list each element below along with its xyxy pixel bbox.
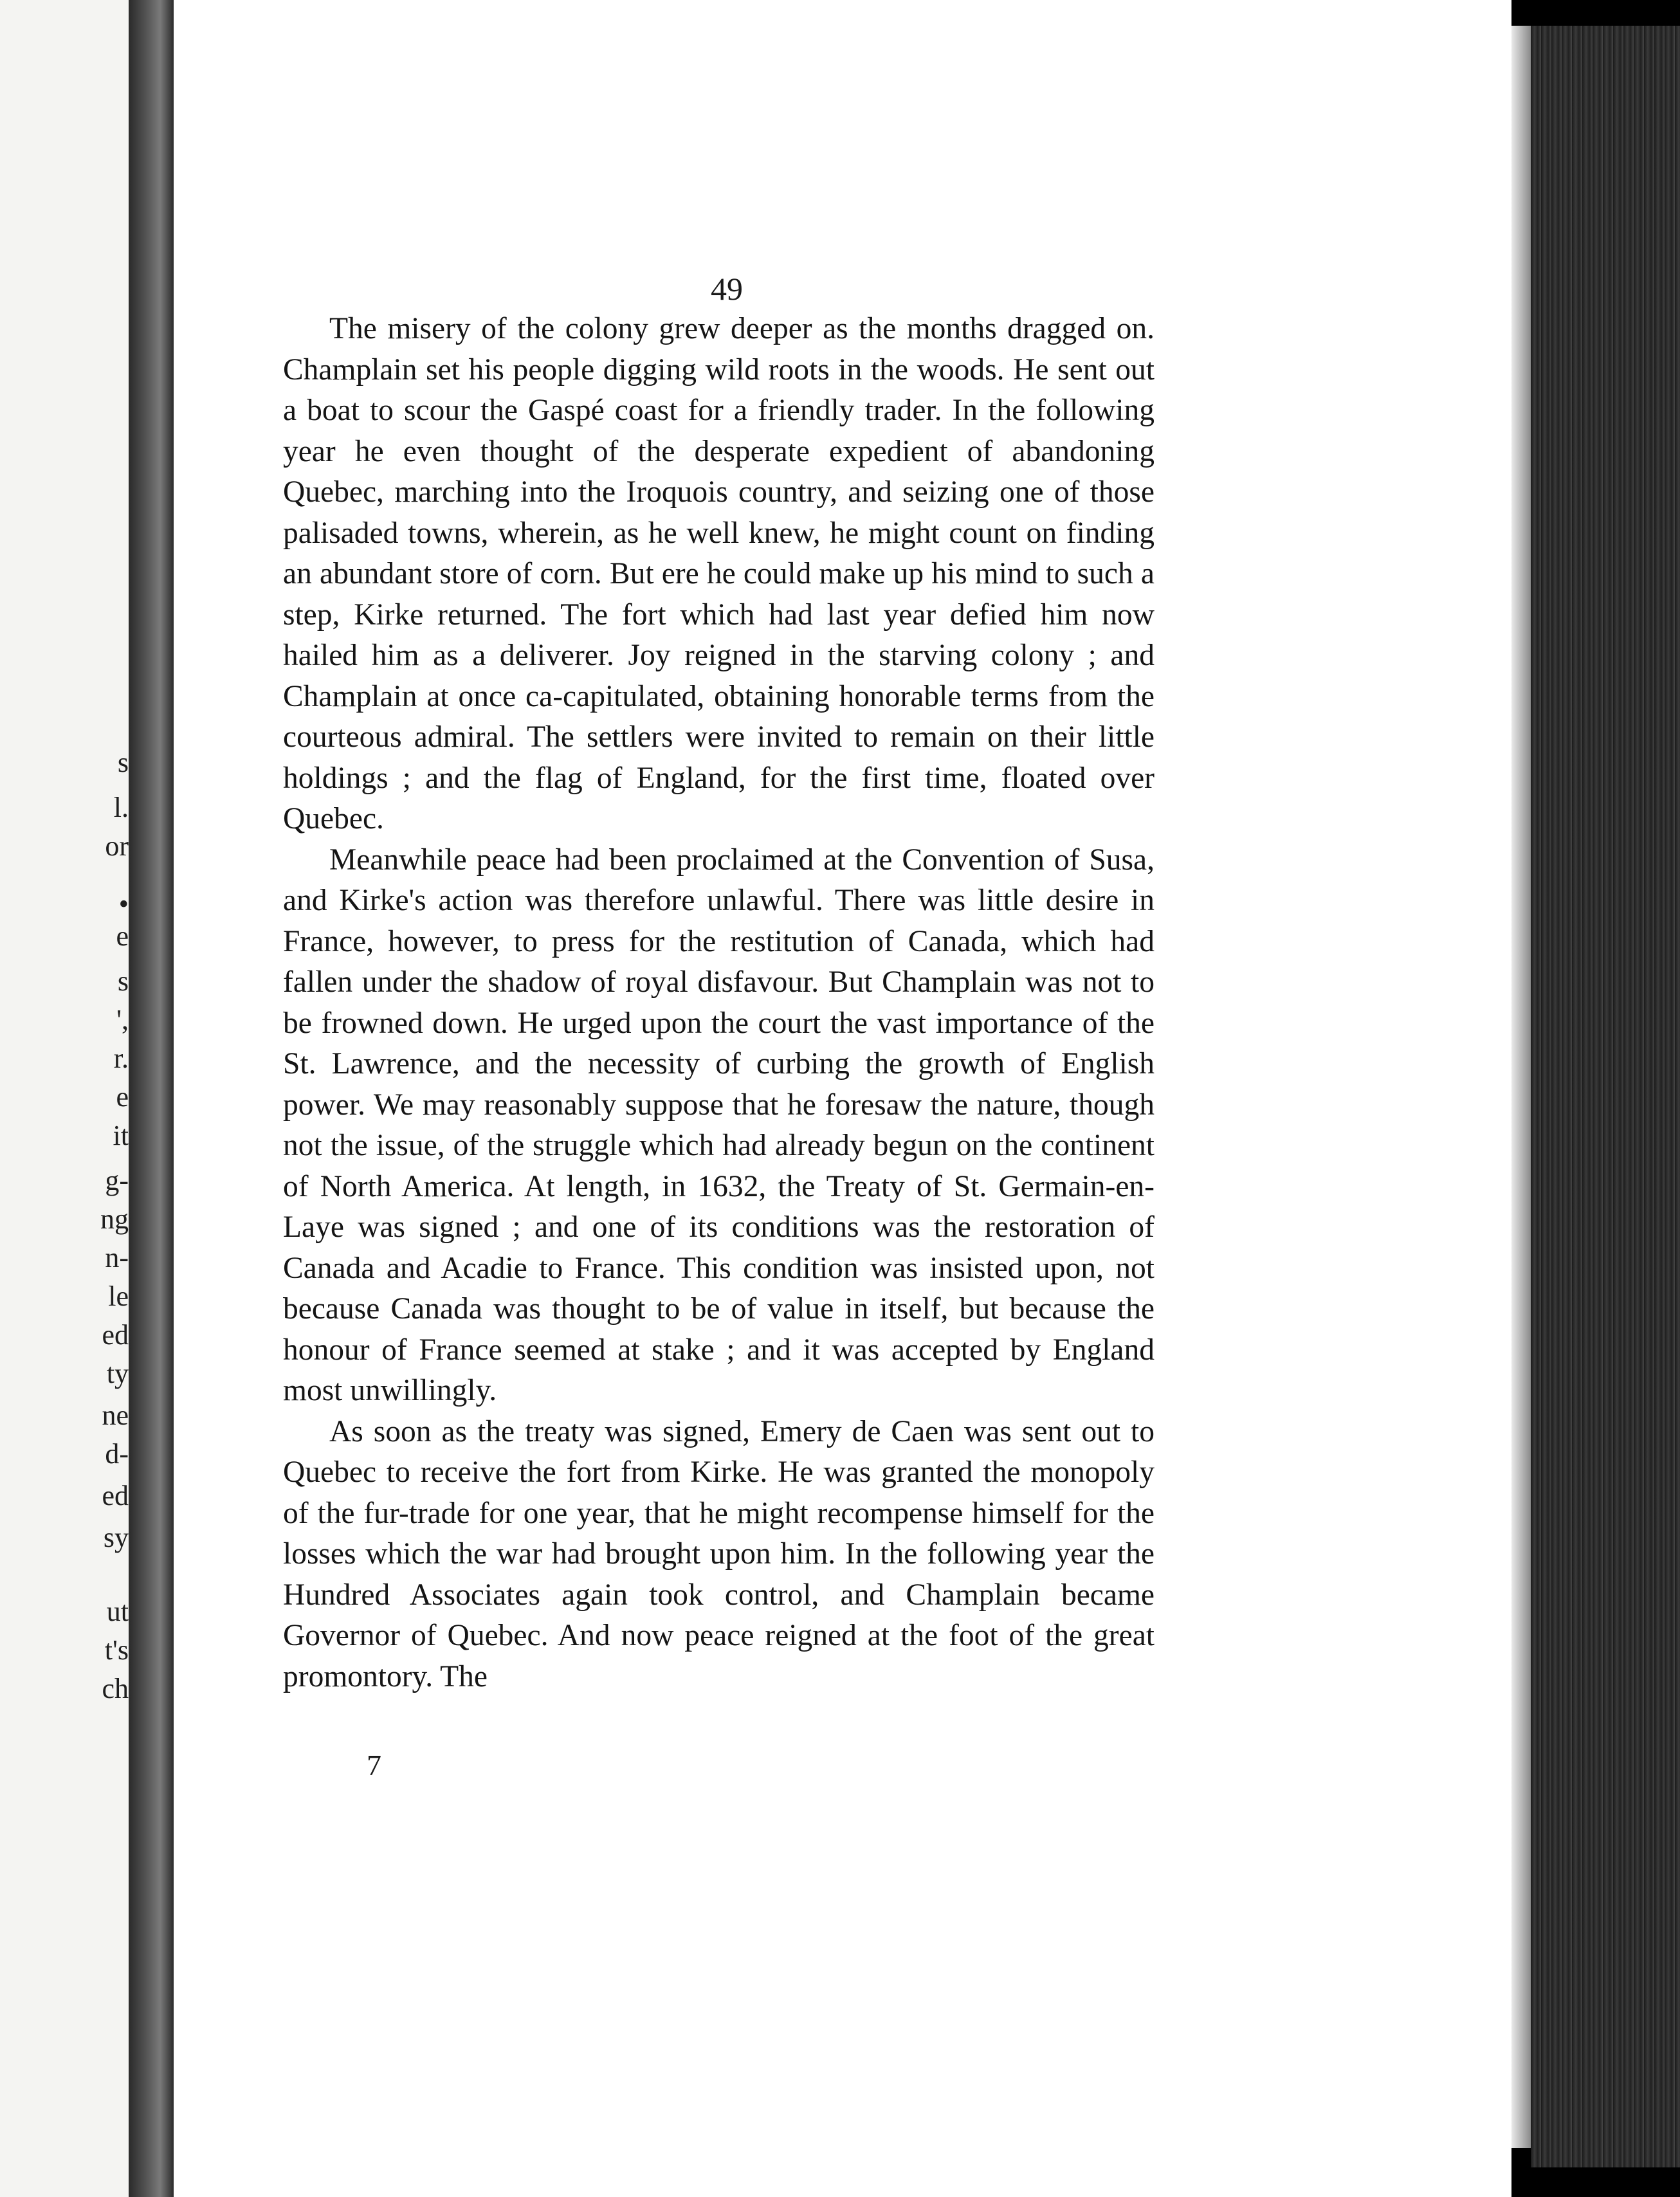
binding-shadow	[129, 0, 174, 2197]
facing-page-fragment: t's	[104, 1634, 129, 1666]
signature-mark: 7	[367, 1749, 381, 1782]
facing-page-fragment: ut	[106, 1596, 129, 1627]
facing-page-fragment: ed	[102, 1319, 129, 1351]
body-text	[283, 309, 1155, 1697]
paragraph: As soon as the treaty was signed, Emery de Caen was sent out to Quebec to receive the fort from Kirke. He was granted the monopoly of the fur-trade for one year, that he might recompense himself for the losses which the war had brought upon him. In the following year the Hundred Associates again took control, and Champlain became Governor of Quebec. And now peace reigned at the foot of the great promontory. The	[283, 1414, 1155, 1693]
page-edge-shading	[1511, 26, 1531, 2148]
facing-page-fragment: ty	[106, 1358, 129, 1389]
facing-page-fragment: g-	[105, 1165, 129, 1196]
facing-page-fragment: e	[116, 920, 129, 952]
facing-page-fragment: r.	[113, 1043, 129, 1074]
facing-page-fragment: ne	[102, 1399, 129, 1431]
facing-page-fragment: le	[108, 1281, 129, 1312]
paragraph: The misery of the colony grew deeper as the months dragged on. Champlain set his people digging wild roots in the woods. He sent out a boat to scour the Gaspé coast for a friendly trader. In the following year he even thought of the desperate expedient of abandoning Quebec, marching into the Iroquois country, and seizing one of those palisaded towns, wherein, as he well knew, he might count on finding an abundant store of corn. But ere he could make up his mind to such a step, Kirke returned. The fort which had last year defied him now hailed him as a deliverer. Joy reigned in the starving colony ; and Champlain at once ca-capitulated, obtaining honorable terms from the courteous admiral. The settlers were invited to remain on their little holdings ; and the flag of England, for the first time, floated over Quebec.	[283, 312, 1155, 835]
facing-page-fragment: ch	[102, 1673, 129, 1704]
facing-page-fragment: l.	[113, 792, 129, 823]
facing-page-fragment: n-	[105, 1242, 129, 1273]
facing-page-fragment: •	[118, 888, 129, 920]
facing-page-fragment: s	[117, 747, 129, 778]
page-number: 49	[711, 271, 743, 307]
facing-page-fragment: ng	[100, 1203, 129, 1235]
paragraph: Meanwhile peace had been proclaimed at the Convention of Susa, and Kirke's action was therefore unlawful. There was little desire in France, however, to press for the restitution of Canada, which had fallen under the shadow of royal disfavour. But Champlain was not to be frowned down. He urged upon the court the vast importance of the St. Lawrence, and the necessity of curbing the growth of English power. We may reasonably suppose that he foresaw the nature, though not the issue, of the struggle which had already begun on the continent of North America. At length, in 1632, the Treaty of St. Germain-en-Laye was signed ; and one of its conditions was the restoration of Canada and Acadie to France. This condition was insisted upon, not because Canada was thought to be of value in itself, but because the honour of France seemed at stake ; and it was accepted by England most unwillingly.	[283, 843, 1155, 1407]
facing-page-fragment: ed	[102, 1480, 129, 1511]
book-page-edges	[1531, 26, 1680, 2167]
facing-page-fragment: d-	[105, 1438, 129, 1470]
facing-page-text-fragments	[0, 0, 129, 2197]
facing-page-fragment: e	[116, 1081, 129, 1113]
facing-page-fragment: ',	[116, 1004, 129, 1035]
facing-page-fragment: it	[113, 1120, 129, 1151]
facing-page-fragment: or	[105, 830, 129, 862]
facing-page-fragment: sy	[103, 1522, 129, 1553]
facing-page-fragment: s	[117, 965, 129, 997]
